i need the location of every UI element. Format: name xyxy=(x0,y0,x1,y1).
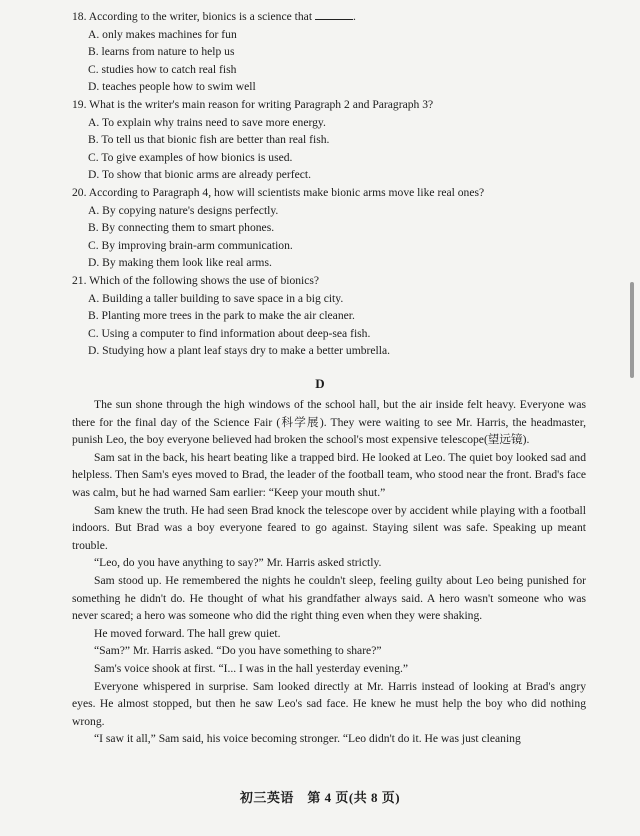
option-a: A. To explain why trains need to save more energy. xyxy=(88,115,326,129)
option-c: C. studies how to catch real fish xyxy=(88,62,237,76)
option-c: C. To give examples of how bionics is used. xyxy=(88,150,293,164)
stem-tail: . xyxy=(352,10,356,23)
option-c: C. Using a computer to find information about deep-sea fish. xyxy=(88,326,371,340)
passage-paragraph: “Leo, do you have anything to say?” Mr. Harris asked strictly. xyxy=(94,556,382,570)
question-stem: 18. According to the writer, bionics is a science that xyxy=(72,10,313,23)
passage-paragraph: Sam's voice shook at first. “I... I was in the hall yesterday evening.” xyxy=(94,661,409,675)
passage-paragraph: Sam stood up. He remembered the nights he couldn't sleep, feeling guilty about Leo being punished for something he didn't do. He thought of what his grandfather always said. A hero wasn't someone who was never scared; a hero was someone who did the right thing even when they were shaking. xyxy=(72,573,586,623)
passage-paragraph: He moved forward. The hall grew quiet. xyxy=(94,626,281,640)
option-a: A. By copying nature's designs perfectly. xyxy=(88,203,279,217)
option-d: D. Studying how a plant leaf stays dry to make a better umbrella. xyxy=(88,344,391,358)
question-stem: 20. According to Paragraph 4, how will scientists make bionic arms move like real ones? xyxy=(72,185,485,199)
option-d: D. By making them look like real arms. xyxy=(88,256,272,270)
option-b: B. By connecting them to smart phones. xyxy=(88,221,275,235)
question-stem: 19. What is the writer's main reason for writing Paragraph 2 and Paragraph 3? xyxy=(72,97,434,111)
passage-paragraph: “Sam?” Mr. Harris asked. “Do you have something to share?” xyxy=(94,644,382,658)
page-footer: 初三英语 第 4 页(共 8 页) xyxy=(239,790,401,805)
question-21 xyxy=(72,272,592,360)
option-c: C. By improving brain-arm communication. xyxy=(88,238,293,252)
reading-passage xyxy=(72,396,586,748)
option-b: B. learns from nature to help us xyxy=(88,45,235,59)
passage-paragraph: Sam sat in the back, his heart beating like a trapped bird. He looked at Leo. The quiet boy looked sad and helpless. Then Sam's eyes moved to Brad, the leader of the football team, who stood near the front. Brad's face was calm, but he had warned Sam earlier: “Keep your mouth shut.” xyxy=(72,450,586,499)
passage-paragraph: The sun shone through the high windows of the school hall, but the air inside felt heavy. Everyone was there for the final day of the Science Fair (科学展). They were waiting to see Mr. Harris, the headmaster, punish Leo, the boy everyone believed had broken the school's most expensive telescope(望远镜). xyxy=(72,398,586,447)
section-title: D xyxy=(315,376,325,391)
option-b: B. To tell us that bionic fish are better than real fish. xyxy=(88,133,330,147)
question-18 xyxy=(72,8,592,96)
question-20 xyxy=(72,184,592,272)
question-list xyxy=(72,8,592,360)
option-a: A. only makes machines for fun xyxy=(88,27,237,41)
answer-blank xyxy=(315,9,353,20)
scrollbar-thumb[interactable] xyxy=(630,282,634,378)
passage-paragraph: Everyone whispered in surprise. Sam looked directly at Mr. Harris instead of looking at Brad's angry eyes. He almost stopped, but then he saw Leo's sad face. He knew he must help the boy who did nothing wrong. xyxy=(72,679,586,728)
option-d: D. teaches people how to swim well xyxy=(88,80,256,94)
passage-paragraph: Sam knew the truth. He had seen Brad knock the telescope over by accident while playing with a football indoors. But Brad was a boy everyone feared to go against. Staying silent was safe. Speaking up meant trouble. xyxy=(72,503,586,552)
question-19 xyxy=(72,96,592,184)
option-d: D. To show that bionic arms are already perfect. xyxy=(88,168,312,182)
option-b: B. Planting more trees in the park to make the air cleaner. xyxy=(88,309,355,323)
question-stem: 21. Which of the following shows the use of bionics? xyxy=(72,273,320,287)
passage-paragraph: “I saw it all,” Sam said, his voice becoming stronger. “Leo didn't do it. He was just cleaning xyxy=(94,732,521,746)
option-a: A. Building a taller building to save space in a big city. xyxy=(88,291,344,305)
